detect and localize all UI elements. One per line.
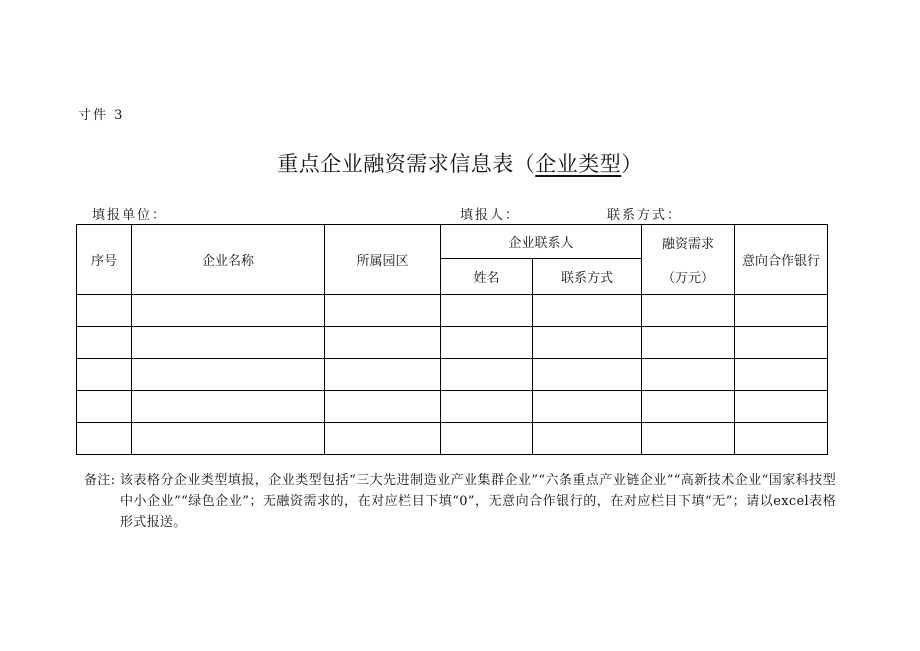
table-cell[interactable] (735, 359, 828, 391)
header-amount-line1: 融资需求 (662, 237, 715, 252)
table-cell[interactable] (77, 327, 132, 359)
table-cell[interactable] (325, 359, 441, 391)
table-cell[interactable] (325, 391, 441, 423)
table-cell[interactable] (642, 359, 735, 391)
table-cell[interactable] (132, 327, 325, 359)
table-cell[interactable] (735, 295, 828, 327)
title-enterprise-type: 企业类型 (535, 152, 622, 176)
table-row (77, 391, 828, 423)
table-cell[interactable] (441, 327, 533, 359)
reporting-unit-label: 填报单位： (92, 208, 168, 223)
financing-demand-table (76, 224, 828, 455)
reporter-label: 填报人： (460, 208, 521, 223)
header-company-name: 企业名称 (132, 225, 325, 295)
table-row (77, 295, 828, 327)
table-cell[interactable] (533, 295, 642, 327)
header-financing-amount (642, 225, 735, 295)
table-row (77, 423, 828, 455)
table-cell[interactable] (642, 423, 735, 455)
header-amount-line2: （万元） (662, 271, 715, 286)
attachment-label: 寸件 3 (78, 108, 125, 123)
header-bank: 意向合作银行 (735, 225, 828, 295)
notes-label: 备注: (84, 473, 116, 488)
table-cell[interactable] (533, 423, 642, 455)
table-cell[interactable] (642, 327, 735, 359)
title-main: 重点企业融资需求信息表（ (277, 152, 536, 176)
header-park: 所属园区 (325, 225, 441, 295)
title-close: ） (621, 152, 643, 176)
table-cell[interactable] (533, 391, 642, 423)
table-cell[interactable] (325, 423, 441, 455)
notes-text: 该表格分企业类型填报，企业类型包括“三大先进制造业产业集群企业”“六条重点产业链企业”“高新技术企业“国家科技型中小企业”“绿色企业”；无融资需求的，在对应栏目下填“0”，无意向合作银行的，在对应栏目下填“无”；请以excel表格形式报送。 (120, 473, 836, 530)
table-cell[interactable] (642, 295, 735, 327)
table-cell[interactable] (77, 359, 132, 391)
table-cell[interactable] (132, 391, 325, 423)
page-title (0, 148, 920, 178)
contact-method-label: 联系方式： (607, 208, 683, 223)
table-cell[interactable] (735, 423, 828, 455)
table-cell[interactable] (77, 295, 132, 327)
table-cell[interactable] (77, 423, 132, 455)
table-cell[interactable] (77, 391, 132, 423)
table-cell[interactable] (441, 423, 533, 455)
table-cell[interactable] (441, 359, 533, 391)
table-cell[interactable] (132, 295, 325, 327)
table-cell[interactable] (642, 391, 735, 423)
table-cell[interactable] (735, 327, 828, 359)
notes-section (84, 470, 836, 533)
header-contact-person: 企业联系人 (441, 225, 642, 259)
table-cell[interactable] (441, 391, 533, 423)
header-seq: 序号 (77, 225, 132, 295)
table-cell[interactable] (132, 359, 325, 391)
table-row (77, 327, 828, 359)
header-name: 姓名 (441, 259, 533, 295)
table-cell[interactable] (533, 327, 642, 359)
header-contact-method: 联系方式 (533, 259, 642, 295)
table-cell[interactable] (533, 359, 642, 391)
table-cell[interactable] (132, 423, 325, 455)
table-cell[interactable] (441, 295, 533, 327)
table-cell[interactable] (325, 327, 441, 359)
table-cell[interactable] (735, 391, 828, 423)
table-row (77, 359, 828, 391)
table-cell[interactable] (325, 295, 441, 327)
